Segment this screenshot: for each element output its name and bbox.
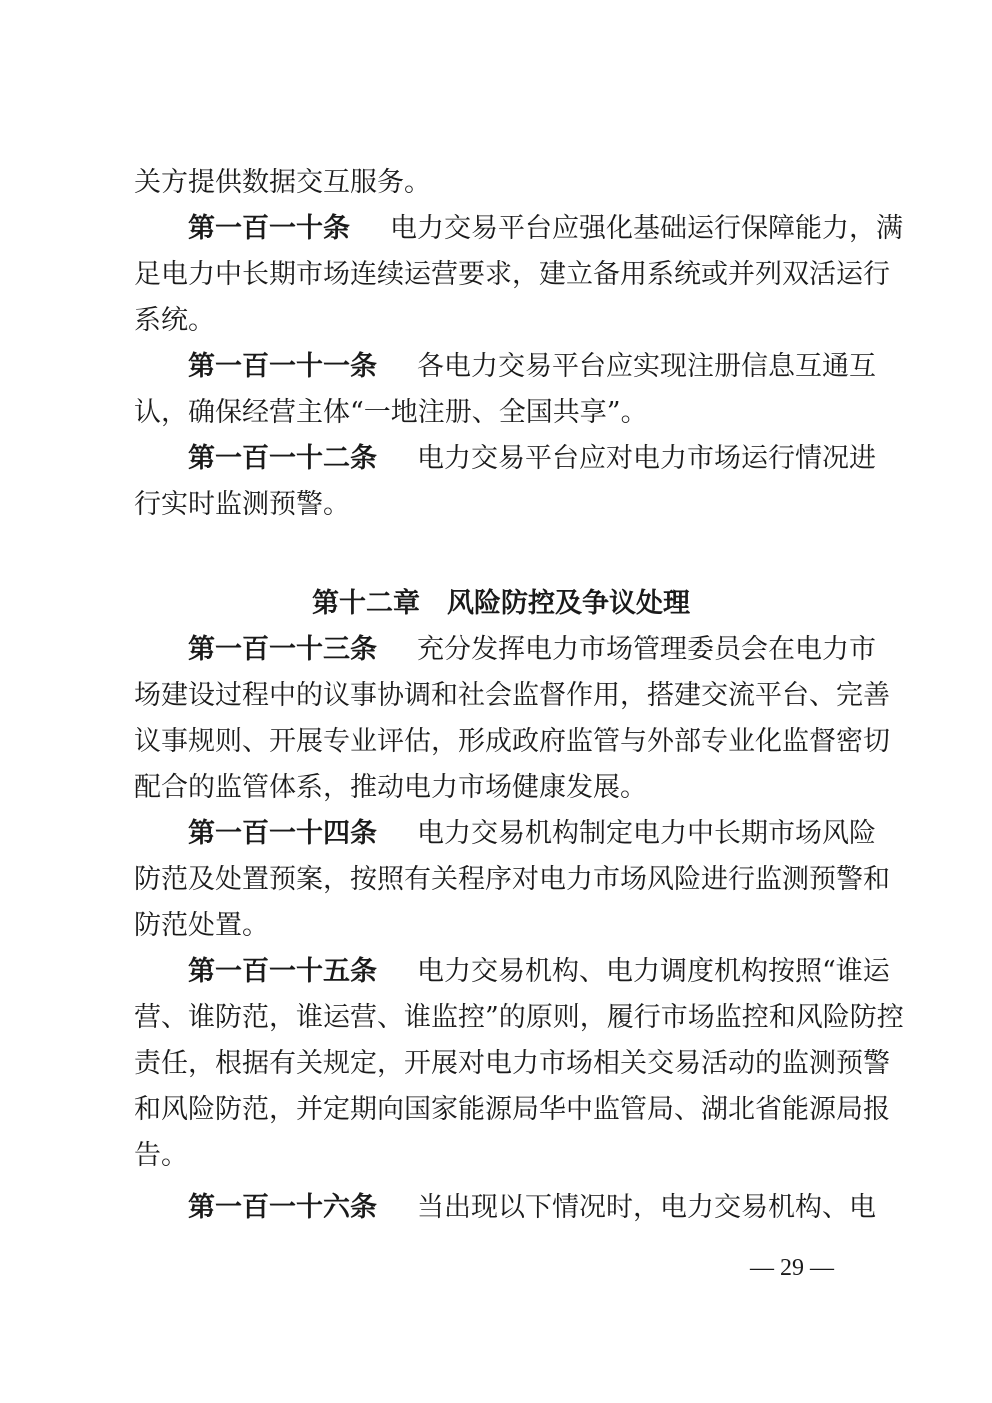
article-114-line-1: 第一百一十四条 电力交易机构制定电力中长期市场风险	[188, 818, 876, 849]
article-112-line-1: 第一百一十二条 电力交易平台应对电力市场运行情况进	[188, 443, 876, 474]
text-line: 告。	[134, 1140, 188, 1171]
text-line: 行实时监测预警。	[134, 489, 350, 520]
text-line: 防范处置。	[134, 910, 269, 941]
text-line: 系统。	[134, 305, 215, 336]
article-112-title: 第一百一十二条	[188, 443, 377, 474]
article-116-line-1: 第一百一十六条 当出现以下情况时，电力交易机构、电	[188, 1192, 876, 1223]
article-114-title: 第一百一十四条	[188, 818, 377, 849]
article-113-title: 第一百一十三条	[188, 634, 377, 665]
text-line: 营、谁防范，谁运营、谁监控”的原则，履行市场监控和风险防控	[134, 1002, 904, 1033]
text-line: 认，确保经营主体“一地注册、全国共享”。	[134, 397, 648, 428]
article-110-title: 第一百一十条	[188, 213, 350, 244]
article-115-line-1: 第一百一十五条 电力交易机构、电力调度机构按照“谁运	[188, 956, 890, 987]
text-line: 防范及处置预案，按照有关程序对电力市场风险进行监测预警和	[134, 864, 890, 895]
article-113-line-1: 第一百一十三条 充分发挥电力市场管理委员会在电力市	[188, 634, 876, 665]
page-number: — 29 —	[750, 1255, 834, 1281]
article-111-title: 第一百一十一条	[188, 351, 377, 382]
chapter-heading: 第十二章 风险防控及争议处理	[312, 588, 690, 619]
text-line: 场建设过程中的议事协调和社会监督作用，搭建交流平台、完善	[134, 680, 890, 711]
article-115-title: 第一百一十五条	[188, 956, 377, 987]
article-116-title: 第一百一十六条	[188, 1192, 377, 1223]
text-line: 足电力中长期市场连续运营要求，建立备用系统或并列双活运行	[134, 259, 890, 290]
text-line: 配合的监管体系，推动电力市场健康发展。	[134, 772, 647, 803]
text-line: 关方提供数据交互服务。	[134, 167, 431, 198]
article-110-line-1: 第一百一十条 电力交易平台应强化基础运行保障能力，满	[188, 213, 903, 244]
article-111-line-1: 第一百一十一条 各电力交易平台应实现注册信息互通互	[188, 351, 876, 382]
text-line: 责任，根据有关规定，开展对电力市场相关交易活动的监测预警	[134, 1048, 890, 1079]
text-line: 和风险防范，并定期向国家能源局华中监管局、湖北省能源局报	[134, 1094, 890, 1125]
text-line: 议事规则、开展专业评估，形成政府监管与外部专业化监督密切	[134, 726, 890, 757]
